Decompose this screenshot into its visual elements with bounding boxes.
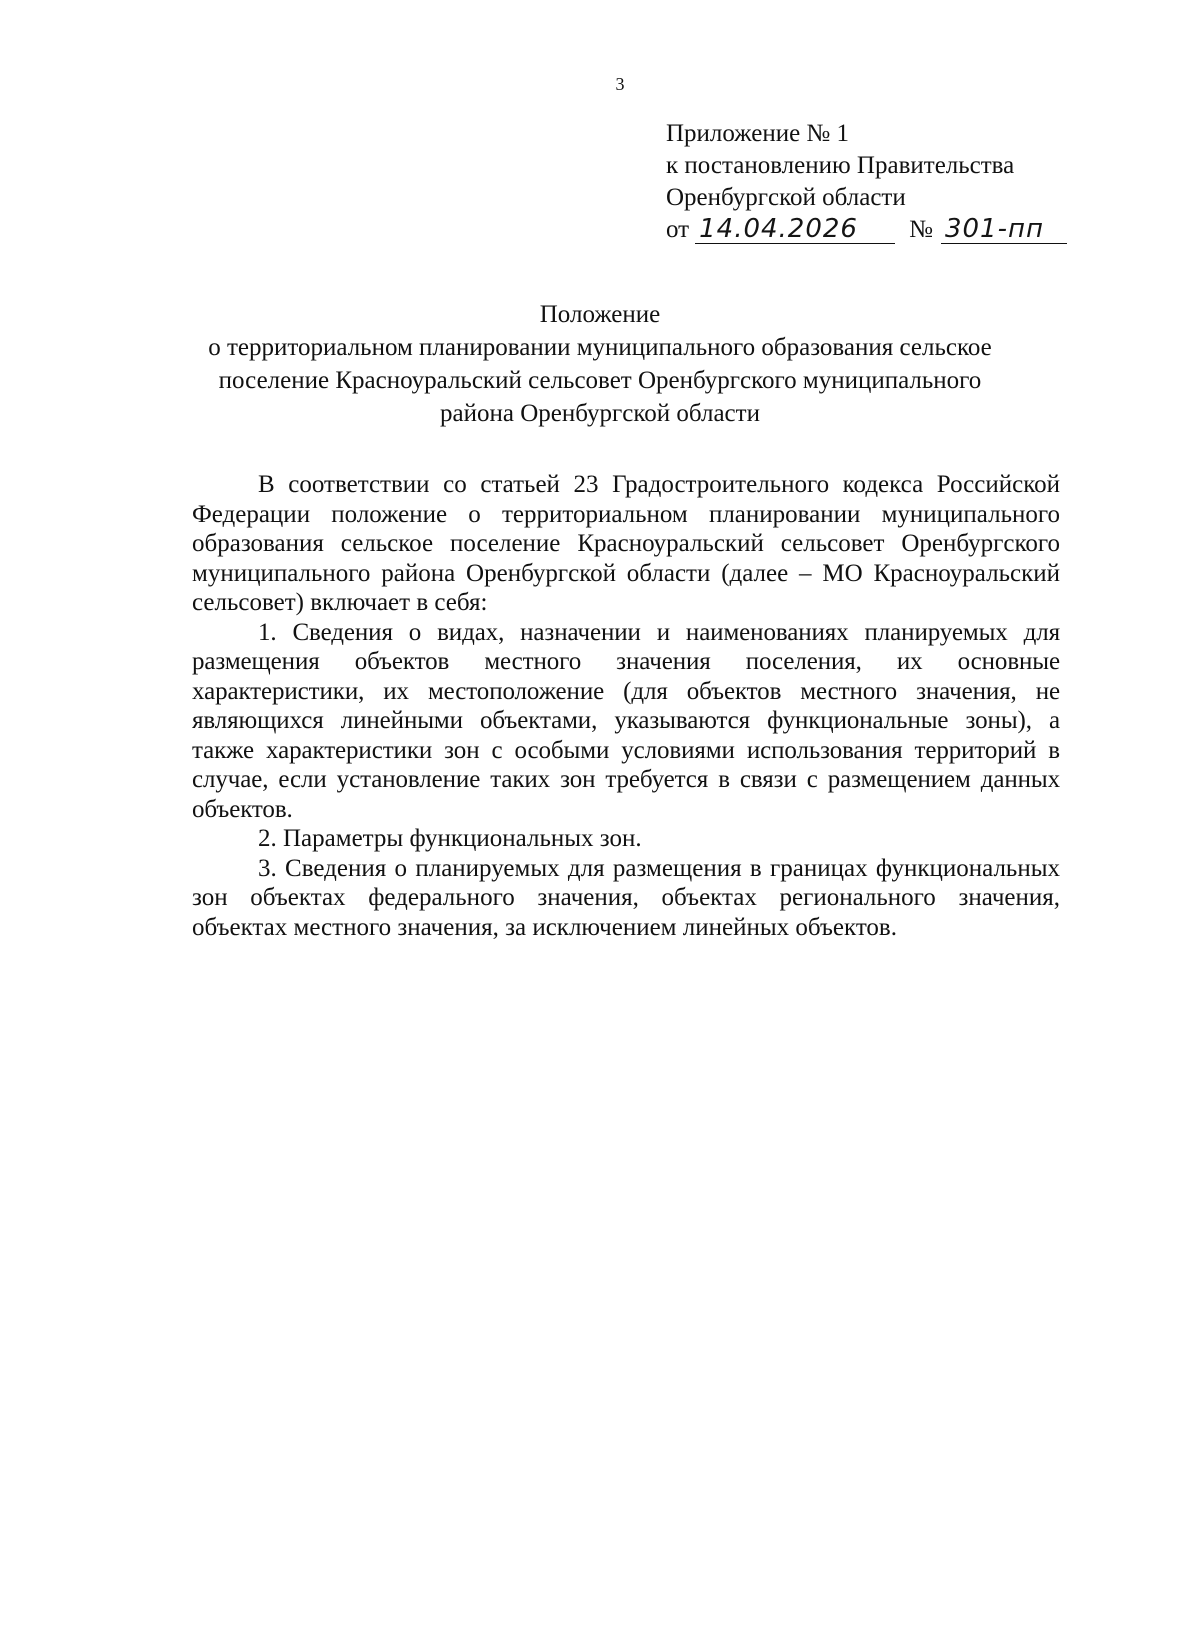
handwritten-date: 14.04.2026 <box>699 214 858 244</box>
page-number: 3 <box>615 74 625 94</box>
number-prefix: № <box>909 216 933 243</box>
number-field <box>941 216 1067 244</box>
handwritten-number: 301-пп <box>944 214 1044 244</box>
intro-paragraph: В соответствии со статьей 23 Градостроительного кодекса Российской Федерации положение о территориальном планировании муниципального образования сельское поселение Красноуральский сельсовет Оренбургского муниципального района Оренбургской области (далее – МО Красноуральский сельсовет) включает в себя: <box>192 471 1060 616</box>
item-1-paragraph: 1. Сведения о видах, назначении и наименованиях планируемых для размещения объектов местного значения поселения, их основные характеристики, их местоположение (для объектов местного значения, не являющихся линейными объектами, указываются функциональные зоны), а также характеристики зон с особыми условиями использования территорий в случае, если установление таких зон требуется в связи с размещением данных объектов. <box>192 618 1060 823</box>
title-line-2: о территориальном планировании муниципального образования сельское <box>208 334 992 361</box>
item-2-paragraph: 2. Параметры функциональных зон. <box>258 825 642 852</box>
appendix-resolution-ref: к постановлению Правительства <box>666 152 1015 179</box>
document-body <box>192 470 1060 942</box>
item-3-paragraph: 3. Сведения о планируемых для размещения в границах функциональных зон объектах федерального значения, объектах регионального значения, объектах местного значения, за исключением линейных объектов. <box>192 854 1060 941</box>
appendix-date-number-line <box>666 214 1086 246</box>
title-line-3: поселение Красноуральский сельсовет Оренбургского муниципального <box>218 367 982 394</box>
title-line-4: района Оренбургской области <box>440 400 760 427</box>
appendix-title: Приложение № 1 <box>666 120 850 147</box>
date-field <box>695 216 895 244</box>
title-heading: Положение <box>539 301 661 328</box>
document-title <box>160 298 1040 430</box>
date-prefix: от <box>666 216 690 243</box>
appendix-region: Оренбургской области <box>666 184 906 211</box>
appendix-block <box>666 118 1086 246</box>
